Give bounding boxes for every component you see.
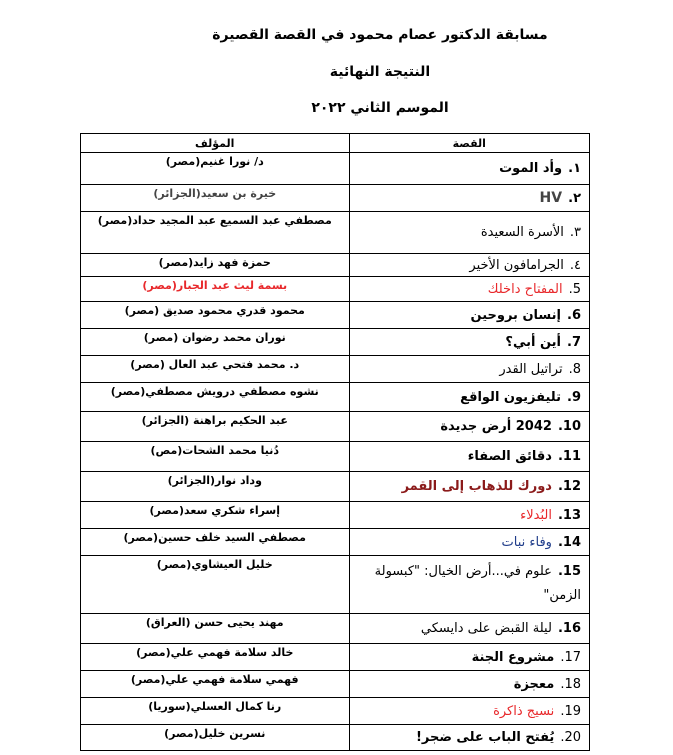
story-cell xyxy=(349,698,590,725)
author-cell: نوران محمد رضوان (مصر) xyxy=(81,329,350,356)
story-cell xyxy=(349,644,590,671)
table-row xyxy=(81,671,590,698)
story-title: ليلة القبض على دايسكي xyxy=(420,621,552,636)
story-title: HV xyxy=(539,190,563,206)
story-cell xyxy=(349,277,590,302)
row-number: 20. xyxy=(560,730,581,745)
table-row xyxy=(81,302,590,329)
story-cell xyxy=(349,383,590,412)
row-number: 11. xyxy=(557,449,581,464)
author-cell: نشوه مصطفي درويش مصطفي(مصر) xyxy=(81,383,350,412)
story-title: نسيج ذاكرة xyxy=(493,703,555,719)
table-row xyxy=(81,725,590,751)
row-number: 9. xyxy=(567,389,581,405)
story-title: أين أبي؟ xyxy=(505,334,561,350)
story-cell xyxy=(349,671,590,698)
row-number: 5. xyxy=(568,281,581,297)
row-number: 15. xyxy=(557,564,581,579)
story-title: البُدلاء xyxy=(520,507,552,523)
table-row xyxy=(81,412,590,442)
row-number: 6. xyxy=(567,307,581,323)
story-title: المفتاح داخلك xyxy=(487,281,563,297)
author-cell: د. محمد فتحي عبد العال (مصر) xyxy=(81,356,350,383)
author-cell: نسرين خليل(مصر) xyxy=(81,725,350,751)
row-number: 12. xyxy=(557,479,581,494)
table-row xyxy=(81,644,590,671)
author-cell: وداد نوار(الجزائر) xyxy=(81,472,350,502)
story-cell xyxy=(349,153,590,185)
story-cell xyxy=(349,614,590,644)
story-cell xyxy=(349,185,590,212)
story-title: دورك للذهاب إلى القمر xyxy=(401,479,552,494)
row-number: 14. xyxy=(557,534,581,550)
row-number: 19. xyxy=(560,703,581,719)
story-title: يُفتح الباب على ضجر! xyxy=(415,730,555,745)
table-row xyxy=(81,529,590,556)
story-cell xyxy=(349,412,590,442)
story-title: تليفزيون الواقع xyxy=(460,389,561,405)
story-cell xyxy=(349,725,590,751)
story-cell xyxy=(349,556,590,614)
story-title: الجرامافون الأخير xyxy=(469,257,564,273)
table-row xyxy=(81,153,590,185)
row-number: 18. xyxy=(560,676,581,692)
story-cell xyxy=(349,356,590,383)
table-row xyxy=(81,277,590,302)
story-title: دقائق الصفاء xyxy=(467,449,552,464)
story-title: مشروع الجنة xyxy=(471,649,555,665)
competition-title: مسابقة الدكتور عصام محمود في القصة القصيرة xyxy=(212,27,548,43)
table-row xyxy=(81,442,590,472)
story-cell xyxy=(349,529,590,556)
table-row xyxy=(81,383,590,412)
table-header-row xyxy=(81,134,590,153)
table-row xyxy=(81,212,590,254)
author-cell: بسمة ليث عبد الجبار(مصر) xyxy=(81,277,350,302)
story-cell xyxy=(349,254,590,277)
story-cell xyxy=(349,442,590,472)
story-title: معجزة xyxy=(513,676,555,692)
row-number: 16. xyxy=(557,621,581,636)
table-row xyxy=(81,254,590,277)
author-cell: د/ نورا غنيم(مصر) xyxy=(81,153,350,185)
table-row xyxy=(81,556,590,614)
story-title: 2042 أرض جديدة xyxy=(440,419,552,434)
row-number: 10. xyxy=(557,419,581,434)
row-number: 13. xyxy=(557,507,581,523)
author-column-header: المؤلف xyxy=(81,134,350,153)
row-number: ١. xyxy=(568,161,581,176)
author-cell: مصطفي عبد السميع عبد المجيد حداد(مصر) xyxy=(81,212,350,254)
author-cell: خيرة بن سعيد(الجزائر) xyxy=(81,185,350,212)
story-cell xyxy=(349,329,590,356)
author-cell: خالد سلامة فهمي علي(مصر) xyxy=(81,644,350,671)
row-number: 8. xyxy=(568,361,581,377)
story-title: إنسان بروحين xyxy=(470,307,561,323)
story-cell xyxy=(349,302,590,329)
author-cell: فهمي سلامة فهمي علي(مصر) xyxy=(81,671,350,698)
results-title: النتيجة النهائية xyxy=(329,64,431,80)
story-title: الأسرة السعيدة xyxy=(480,225,564,240)
table-row xyxy=(81,472,590,502)
row-number: ٤. xyxy=(569,257,581,273)
author-cell: خليل العيشاوي(مصر) xyxy=(81,556,350,614)
story-cell xyxy=(349,212,590,254)
row-number: 17. xyxy=(560,649,581,665)
story-title: تراتيل القدر xyxy=(499,361,563,377)
row-number: ٣. xyxy=(569,225,581,240)
row-number: 7. xyxy=(567,334,581,350)
season-title: الموسم الثاني ٢٠٢٢ xyxy=(311,100,449,116)
table-row xyxy=(81,502,590,529)
table-row xyxy=(81,185,590,212)
author-cell: رنا كمال العسلي(سوريا) xyxy=(81,698,350,725)
results-table xyxy=(80,133,590,751)
author-cell: إسراء شكري سعد(مصر) xyxy=(81,502,350,529)
row-number: ٢. xyxy=(568,191,581,206)
story-title: وفاء نبات xyxy=(501,534,552,550)
table-row xyxy=(81,698,590,725)
story-column-header: القصة xyxy=(349,134,590,153)
story-cell xyxy=(349,502,590,529)
table-row xyxy=(81,614,590,644)
story-cell xyxy=(349,472,590,502)
author-cell: مهند يحيى حسن (العراق) xyxy=(81,614,350,644)
story-title: علوم في...أرض الخيال: "كبسولة الزمن" xyxy=(374,564,581,603)
table-row xyxy=(81,356,590,383)
author-cell: دُنيا محمد الشحات(مص) xyxy=(81,442,350,472)
author-cell: حمزة فهد زايد(مصر) xyxy=(81,254,350,277)
story-title: وأد الموت xyxy=(499,161,563,176)
author-cell: محمود قدري محمود صديق (مصر) xyxy=(81,302,350,329)
table-row xyxy=(81,329,590,356)
author-cell: مصطفي السيد خلف حسين(مصر) xyxy=(81,529,350,556)
author-cell: عبد الحكيم براهنة (الجزائر) xyxy=(81,412,350,442)
